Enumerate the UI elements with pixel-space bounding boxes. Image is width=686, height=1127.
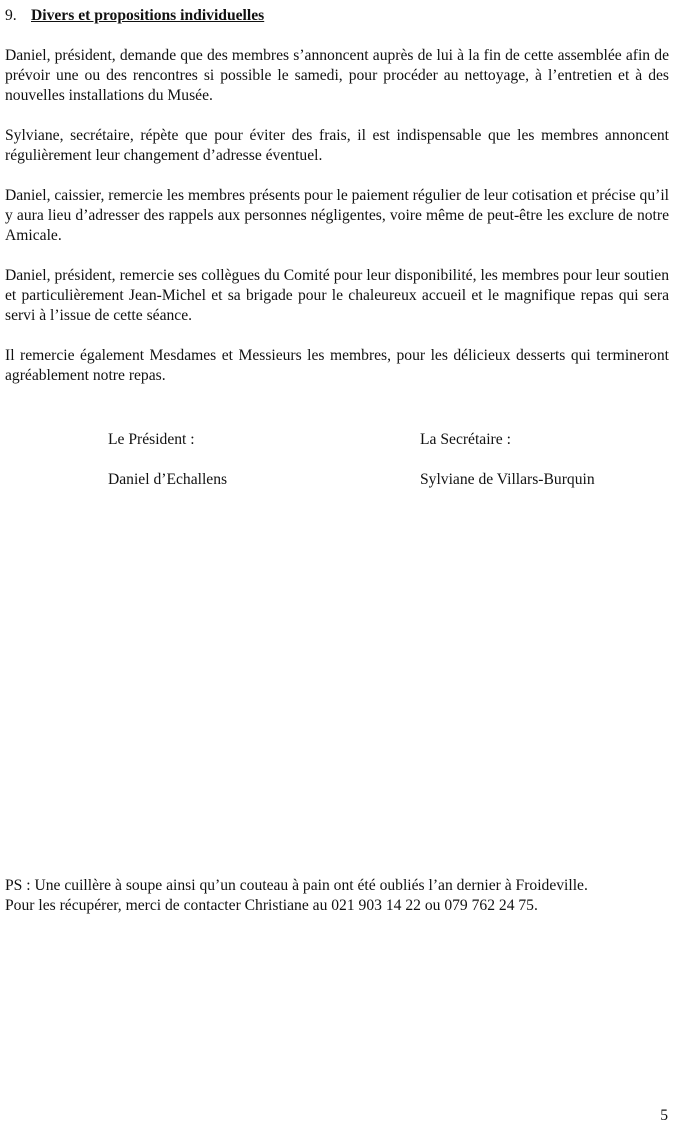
paragraph-desserts-thanks: Il remercie également Mesdames et Messieurs les membres, pour les délicieux desserts qui termineront agréablement notre repas.: [5, 347, 669, 384]
signature-president: [108, 430, 368, 490]
president-name: Daniel d’Echallens: [108, 471, 228, 488]
section-heading: [5, 6, 669, 26]
signature-block: [108, 430, 668, 490]
postscript: [5, 876, 669, 916]
secretary-name: Sylviane de Villars-Burquin: [420, 471, 595, 488]
signature-secretary: [420, 430, 680, 490]
page-number: 5: [660, 1107, 668, 1124]
president-role-label: Le Président :: [108, 431, 195, 448]
paragraph-president-cleaning: Daniel, président, demande que des membres s’annoncent auprès de lui à la fin de cette assemblée afin de prévoir une ou des rencontres si possible le samedi, pour procéder au nettoyage, à l’entretien et à des nouvelles installations du Musée.: [5, 47, 669, 104]
paragraph-secretary-address: Sylviane, secrétaire, répète que pour éviter des frais, il est indispensable que les membres annoncent régulièrement leur changement d’adresse éventuel.: [5, 127, 669, 164]
document-body: [5, 6, 669, 406]
section-number: 9.: [5, 7, 17, 24]
secretary-role-label: La Secrétaire :: [420, 431, 511, 448]
paragraph-treasurer-dues: Daniel, caissier, remercie les membres présents pour le paiement régulier de leur cotisation et précise qu’il y aura lieu d’adresser des rappels aux personnes négligentes, voire même de peut-être les exclure de notre Amicale.: [5, 187, 670, 244]
postscript-line-1: PS : Une cuillère à soupe ainsi qu’un couteau à pain ont été oubliés l’an dernier à Froideville.: [5, 877, 588, 894]
postscript-line-2: Pour les récupérer, merci de contacter Christiane au 021 903 14 22 ou 079 762 24 75.: [5, 897, 538, 914]
paragraph-president-thanks: Daniel, président, remercie ses collègues du Comité pour leur disponibilité, les membres pour leur soutien et particulièrement Jean-Michel et sa brigade pour le chaleureux accueil et le magnifique repas qui sera servi à l’issue de cette séance.: [5, 267, 669, 324]
section-title: Divers et propositions individuelles: [31, 7, 265, 24]
